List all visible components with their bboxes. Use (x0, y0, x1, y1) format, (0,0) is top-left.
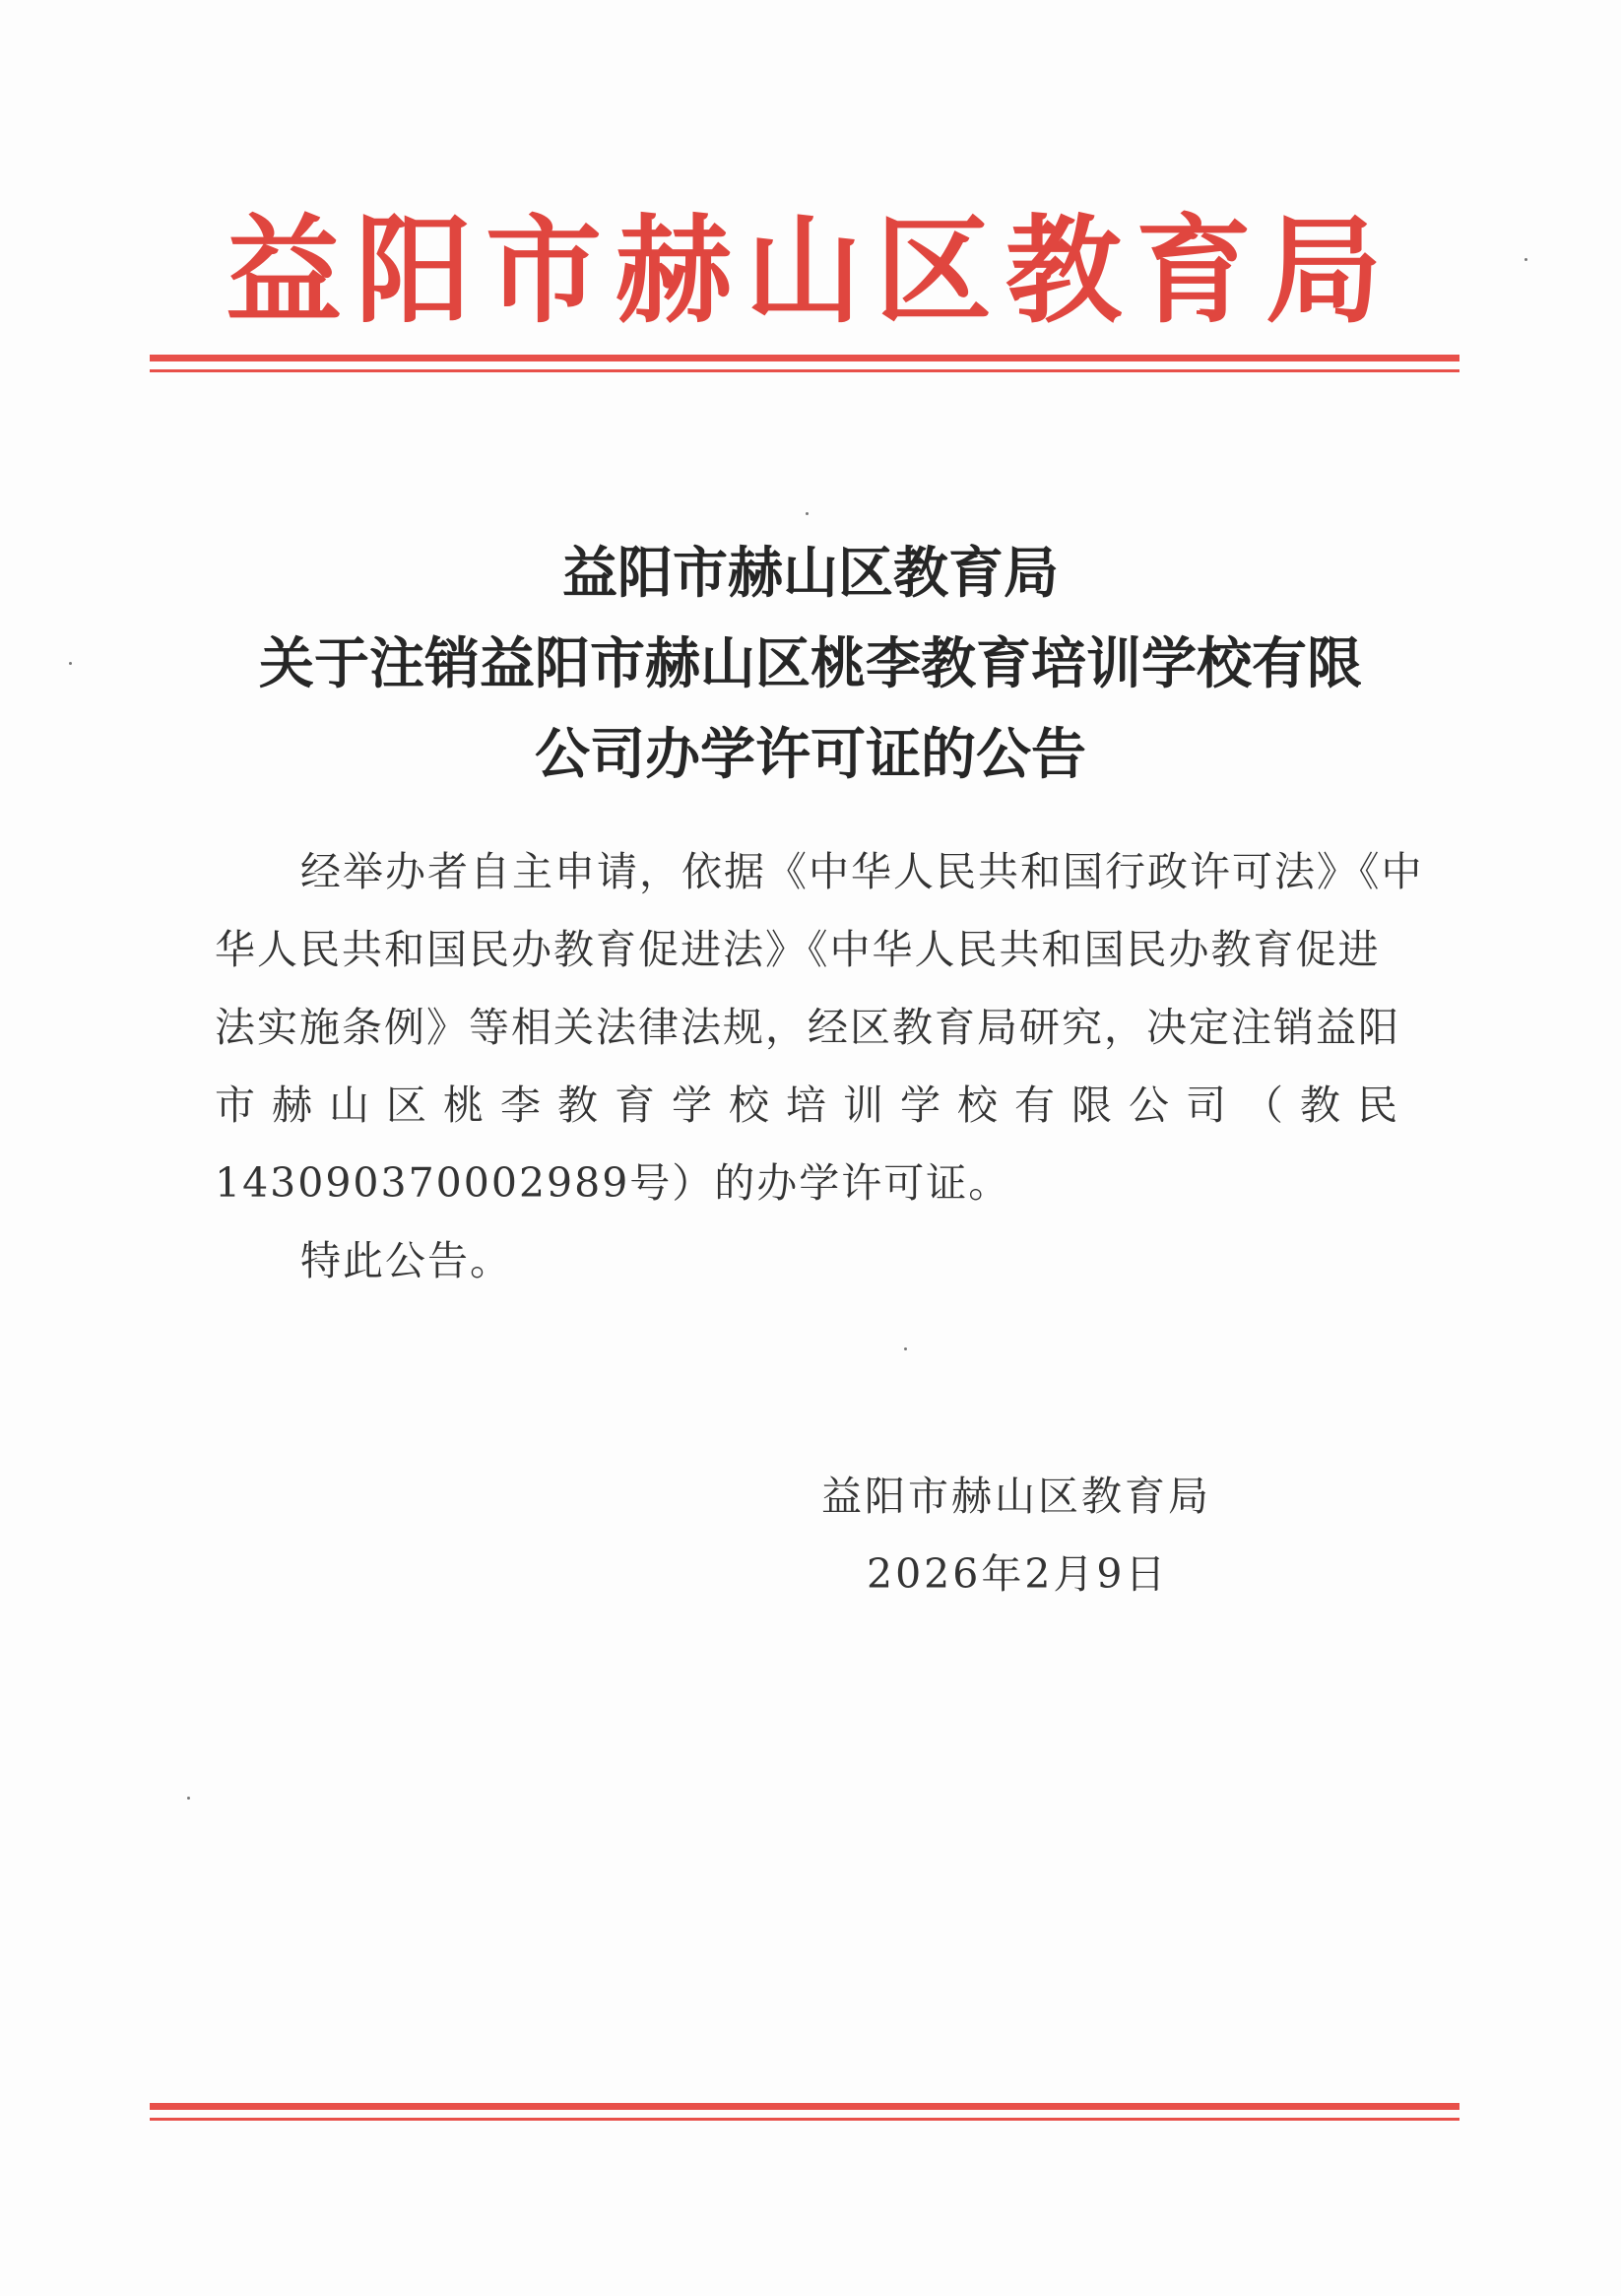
body-line-3: 法实施条例》等相关法律法规，经区教育局研究，决定注销益阳 (215, 1004, 1400, 1051)
body-line-2: 华人民共和国民办教育促进法》《中华人民共和国民办教育促进 (215, 926, 1381, 973)
scan-speck (187, 1797, 190, 1800)
notice-title-line-3: 公司办学许可证的公告 (535, 722, 1086, 787)
red-rule-thick (150, 2103, 1459, 2110)
masthead-title: 益阳市赫山区教育局 (225, 202, 1395, 339)
scan-speck (1524, 258, 1527, 261)
signature-date: 2026年2月9日 (867, 1550, 1169, 1598)
scan-speck (69, 662, 72, 665)
body-line-4: 市赫山区桃李教育学校培训学校有限公司（教民 (215, 1082, 1414, 1129)
notice-title-line-2: 关于注销益阳市赫山区桃李教育培训学校有限 (259, 631, 1362, 696)
red-rule-thick (150, 355, 1459, 361)
masthead-red-rule (150, 355, 1459, 372)
scan-speck (806, 512, 809, 515)
body-closing: 特此公告。 (300, 1237, 512, 1284)
footer-red-rule (150, 2103, 1459, 2121)
notice-title-line-1: 益阳市赫山区教育局 (562, 541, 1059, 606)
red-rule-thin (150, 369, 1459, 372)
body-line-1: 经举办者自主申请，依据《中华人民共和国行政许可法》《中 (300, 848, 1424, 895)
body-line-5: 143090370002989号）的办学许可证。 (215, 1159, 1011, 1207)
signature-org: 益阳市赫山区教育局 (821, 1473, 1211, 1520)
red-rule-thin (150, 2118, 1459, 2121)
scan-speck (904, 1347, 907, 1350)
